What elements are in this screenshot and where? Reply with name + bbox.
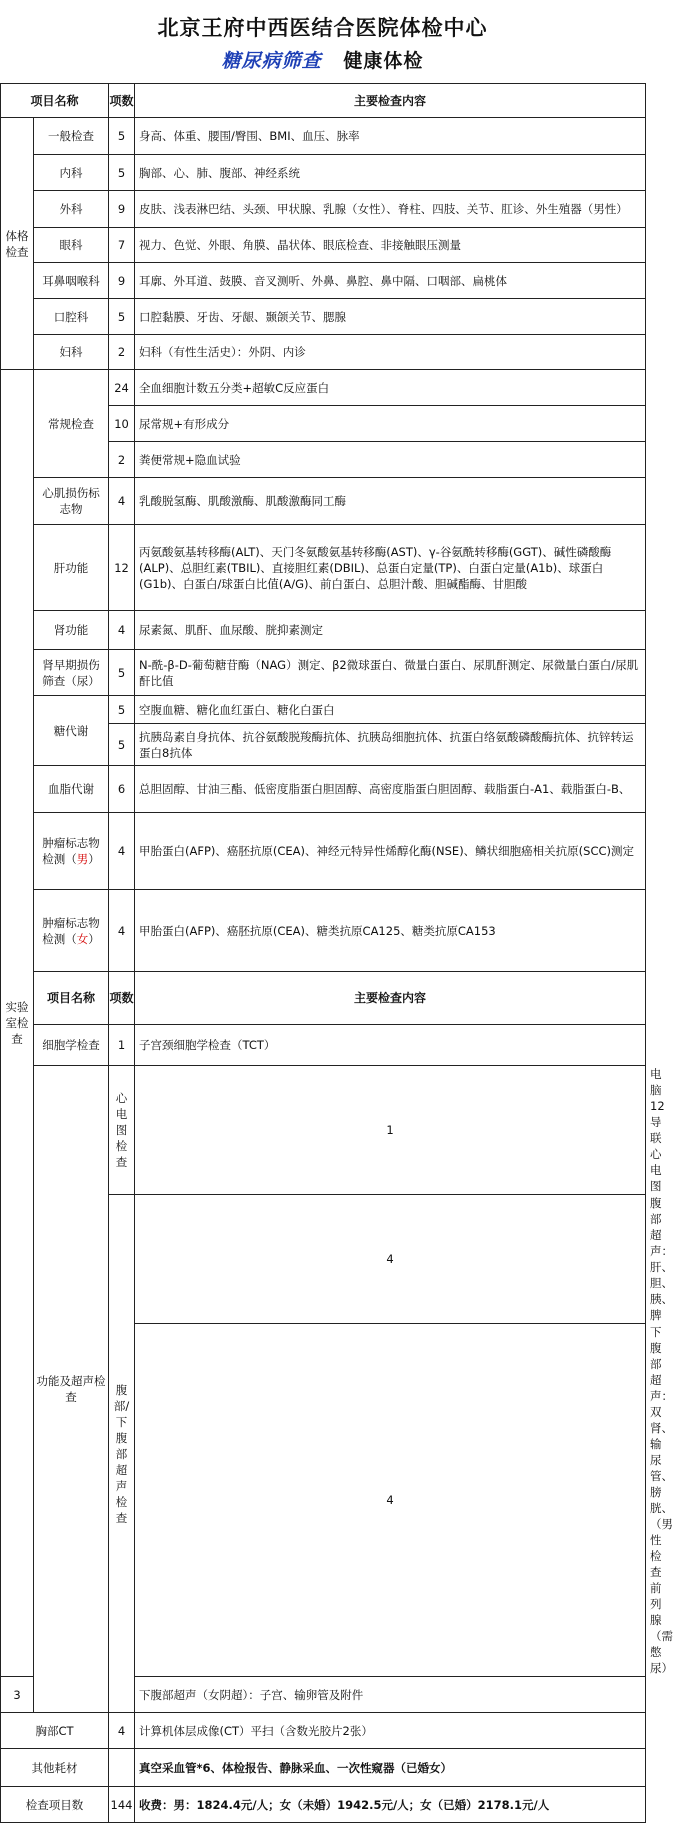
total-count: 144 xyxy=(109,1787,135,1823)
item-count: 5 xyxy=(109,118,135,155)
item-content: 耳廓、外耳道、鼓膜、音叉测听、外鼻、鼻腔、鼻中隔、口咽部、扁桃体 xyxy=(135,263,646,299)
item-name: 耳鼻咽喉科 xyxy=(34,263,109,299)
item-count: 1 xyxy=(135,1066,646,1195)
item-content: 甲胎蛋白(AFP)、癌胚抗原(CEA)、糖类抗原CA125、糖类抗原CA153 xyxy=(135,890,646,972)
item-name: 眼科 xyxy=(34,228,109,263)
table-row xyxy=(1,118,646,155)
header-count: 项数 xyxy=(109,84,135,118)
table-row xyxy=(1,335,646,370)
item-count: 9 xyxy=(109,263,135,299)
item-count: 12 xyxy=(109,525,135,611)
table-header-row xyxy=(1,84,646,118)
item-content: 抗胰岛素自身抗体、抗谷氨酸脱羧酶抗体、抗胰岛细胞抗体、抗蛋白络氨酸磷酸酶抗体、抗锌转运蛋白8抗体 xyxy=(135,724,646,766)
item-content: 计算机体层成像(CT）平扫（含数光胶片2张） xyxy=(135,1713,646,1749)
tumor-male-label-end: ） xyxy=(88,852,100,866)
item-content: 子宫颈细胞学检查（TCT） xyxy=(135,1025,646,1066)
item-count: 5 xyxy=(109,299,135,335)
table-row xyxy=(1,155,646,191)
item-name: 其他耗材 xyxy=(1,1749,109,1787)
item-count: 4 xyxy=(109,890,135,972)
item-name: 肾功能 xyxy=(34,611,109,650)
consumables-content: 真空采血管*6、体检报告、静脉采血、一次性窥器（已婚女） xyxy=(135,1749,646,1787)
item-count: 1 xyxy=(109,1025,135,1066)
table-row xyxy=(1,263,646,299)
table-row xyxy=(1,228,646,263)
subheader-name: 项目名称 xyxy=(34,972,109,1025)
page-subtitle xyxy=(0,46,645,78)
group-physical: 体格检查 xyxy=(1,118,34,370)
item-name: 外科 xyxy=(34,191,109,228)
item-content: 丙氨酸氨基转移酶(ALT)、天门冬氨酸氨基转移酶(AST)、γ-谷氨酰转移酶(GGT)、碱性磷酸酶(ALP)、总胆红素(TBIL)、直接胆红素(DBIL)、总蛋白定量(TP)、白蛋白定量(A1b)、球蛋白(G1b)、白蛋白/球蛋白比值(A/G)、前白蛋白、总胆汁酸、胆碱酯酶、甘胆酸 xyxy=(135,525,646,611)
tumor-female-label: 肿瘤标志物检测（ xyxy=(42,915,100,946)
item-count: 4 xyxy=(109,1713,135,1749)
item-count: 4 xyxy=(109,611,135,650)
gender-mark-male: 男 xyxy=(76,852,89,866)
item-name: 肾早期损伤筛查（尿） xyxy=(34,650,109,696)
item-content: 甲胎蛋白(AFP)、癌胚抗原(CEA)、神经元特异性烯醇化酶(NSE)、鳞状细胞癌相关抗原(SCC)测定 xyxy=(135,813,646,890)
item-content: 视力、色觉、外眼、角膜、晶状体、眼底检查、非接触眼压测量 xyxy=(135,228,646,263)
subheader-content: 主要检查内容 xyxy=(135,972,646,1025)
item-content: 粪便常规+隐血试验 xyxy=(135,442,646,478)
item-count: 2 xyxy=(109,442,135,478)
item-name: 心肌损伤标志物 xyxy=(34,478,109,525)
header-name: 项目名称 xyxy=(1,84,109,118)
item-name: 血脂代谢 xyxy=(34,766,109,813)
item-content: 身高、体重、腰围/臀围、BMI、血压、脉率 xyxy=(135,118,646,155)
table-subheader-row xyxy=(1,972,646,1025)
item-name: 腹部/下腹部超声检查 xyxy=(109,1195,135,1713)
item-content: 皮肤、浅表淋巴结、头颈、甲状腺、乳腺（女性）、脊柱、四肢、关节、肛诊、外生殖器（男性） xyxy=(135,191,646,228)
item-count: 4 xyxy=(109,478,135,525)
table-row xyxy=(1,1749,646,1787)
table-row xyxy=(1,1025,646,1066)
table-row xyxy=(1,813,646,890)
item-name: 糖代谢 xyxy=(34,696,109,766)
checkup-table xyxy=(0,83,673,1823)
item-name: 胸部CT xyxy=(1,1713,109,1749)
item-count: 3 xyxy=(1,1677,34,1713)
table-row: 功能及超声检查 心电图检查 1 电脑12导联心电图 xyxy=(1,1066,646,1195)
table-row xyxy=(1,299,646,335)
table-row: 4 下腹部超声：双肾、输尿管、膀胱、（男性检查前列腺（需憋尿） xyxy=(1,1324,646,1677)
item-count: 5 xyxy=(109,696,135,724)
table-row-total xyxy=(1,1787,646,1823)
item-content: 尿素氮、肌酐、血尿酸、胱抑素测定 xyxy=(135,611,646,650)
table-row xyxy=(1,611,646,650)
item-name-tumor-female xyxy=(34,890,109,972)
item-content: 总胆固醇、甘油三酯、低密度脂蛋白胆固醇、高密度脂蛋白胆固醇、载脂蛋白-A1、载脂蛋白-B、 xyxy=(135,766,646,813)
table-row xyxy=(1,478,646,525)
total-label: 检查项目数 xyxy=(1,1787,109,1823)
table-row xyxy=(1,696,646,724)
item-count: 5 xyxy=(109,155,135,191)
item-count: 4 xyxy=(109,813,135,890)
tumor-male-label: 肿瘤标志物检测（ xyxy=(42,836,100,866)
item-count-empty xyxy=(109,1749,135,1787)
table-row xyxy=(1,525,646,611)
item-name: 细胞学检查 xyxy=(34,1025,109,1066)
group-lab: 实验室检查 xyxy=(1,370,34,1677)
item-name: 妇科 xyxy=(34,335,109,370)
item-count: 6 xyxy=(109,766,135,813)
tumor-female-label-end: ） xyxy=(88,931,100,946)
gender-mark-female: 女 xyxy=(76,931,89,946)
item-name: 内科 xyxy=(34,155,109,191)
item-count: 7 xyxy=(109,228,135,263)
table-row xyxy=(1,1713,646,1749)
subtitle-checkup: 健康体检 xyxy=(343,50,424,72)
table-row xyxy=(1,890,646,972)
item-content: 空腹血糖、糖化血红蛋白、糖化白蛋白 xyxy=(135,696,646,724)
item-name-tumor-male xyxy=(34,813,109,890)
item-count: 4 xyxy=(135,1195,646,1324)
item-name: 口腔科 xyxy=(34,299,109,335)
table-row xyxy=(1,370,646,406)
item-name: 一般检查 xyxy=(34,118,109,155)
item-count: 10 xyxy=(109,406,135,442)
item-content: 尿常规+有形成分 xyxy=(135,406,646,442)
page-title: 北京王府中西医结合医院体检中心 xyxy=(157,15,488,40)
item-count: 4 xyxy=(135,1324,646,1677)
item-content: 妇科（有性生活史）：外阴、内诊 xyxy=(135,335,646,370)
total-fee: 收费：男：1824.4元/人；女（未婚）1942.5元/人；女（已婚）2178.1元/人 xyxy=(135,1787,646,1823)
item-name: 肝功能 xyxy=(34,525,109,611)
item-count: 5 xyxy=(109,724,135,766)
item-content: 下腹部超声（女阴超）：子宫、输卵管及附件 xyxy=(135,1677,646,1713)
item-content: 全血细胞计数五分类+超敏C反应蛋白 xyxy=(135,370,646,406)
item-count: 2 xyxy=(109,335,135,370)
item-content: N-酰-β-D-葡萄糖苷酶（NAG）测定、β2微球蛋白、微量白蛋白、尿肌酐测定、尿微量白蛋白/尿肌酐比值 xyxy=(135,650,646,696)
table-row: 腹部/下腹部超声检查 4 腹部超声：肝、胆、胰、脾 xyxy=(1,1195,646,1324)
item-content: 胸部、心、肺、腹部、神经系统 xyxy=(135,155,646,191)
item-count: 9 xyxy=(109,191,135,228)
subtitle-diabetes: 糖尿病筛查 xyxy=(221,50,322,72)
item-name: 心电图检查 xyxy=(109,1066,135,1195)
subheader-count: 项数 xyxy=(109,972,135,1025)
item-count: 5 xyxy=(109,650,135,696)
table-row xyxy=(1,766,646,813)
table-row xyxy=(1,650,646,696)
item-content: 口腔黏膜、牙齿、牙龈、颞颌关节、腮腺 xyxy=(135,299,646,335)
item-name: 常规检查 xyxy=(34,370,109,478)
header-content: 主要检查内容 xyxy=(135,84,646,118)
group-function: 功能及超声检查 xyxy=(34,1066,109,1713)
table-row xyxy=(1,191,646,228)
item-content: 乳酸脱氢酶、肌酸激酶、肌酸激酶同工酶 xyxy=(135,478,646,525)
item-count: 24 xyxy=(109,370,135,406)
